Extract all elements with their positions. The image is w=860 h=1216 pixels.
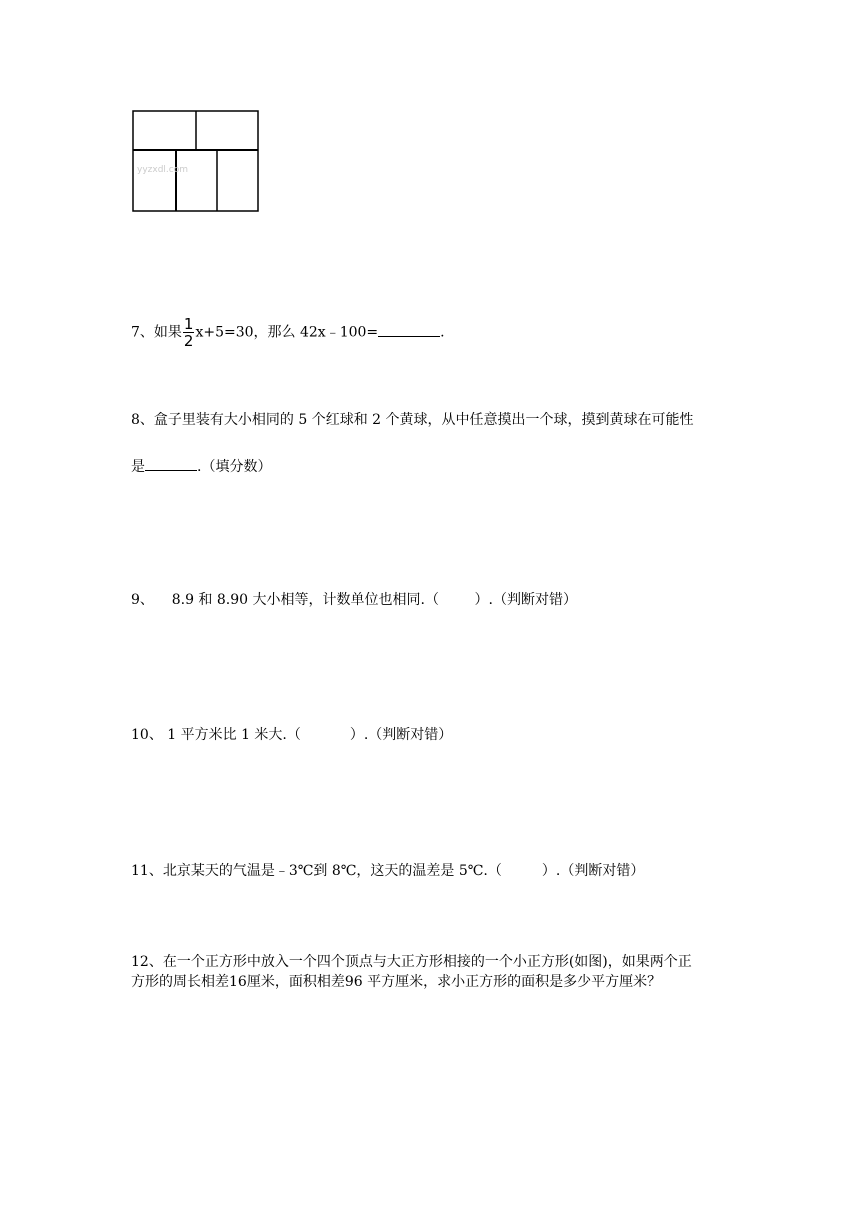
question-8-line-1: 8、盒子里装有大小相同的 5 个红球和 2 个黄球，从中任意摸出一个球，摸到黄球在可能性 [131, 412, 694, 428]
question-12-line-2: 方形的周长相差16厘米，面积相差96 平方厘米，求小正方形的面积是多少平方厘米？ [131, 974, 662, 990]
fraction-one-half [183, 316, 195, 349]
q7-equation: x+5=30，那么 42x﹣100= [195, 324, 379, 341]
q7-prefix: 7、如果 [131, 324, 182, 341]
question-8-line-2 [131, 456, 271, 477]
q8-line2-prefix: 是 [131, 459, 145, 475]
question-7 [131, 316, 445, 349]
question-11: 11、北京某天的气温是﹣3℃到 8℃，这天的温差是 5℃.（ ）.（判断对错） [131, 863, 645, 879]
fraction-numerator: 1 [183, 315, 194, 333]
q7-answer-blank[interactable] [378, 322, 440, 337]
fraction-denominator: 2 [183, 332, 194, 350]
watermark-text: yyzxdl.com [137, 165, 188, 175]
q8-line2-suffix: .（填分数） [197, 459, 272, 475]
q8-answer-blank[interactable] [145, 456, 197, 471]
partition-diagram [132, 110, 262, 214]
question-12-line-1: 12、在一个正方形中放入一个四个顶点与大正方形相接的一个小正方形(如图)，如果两个正 [131, 954, 692, 970]
question-10: 10、 1 平方米比 1 米大.（ ）.（判断对错） [131, 727, 453, 743]
rectangle-partition-figure [132, 110, 262, 214]
q7-suffix: . [440, 324, 445, 341]
question-9: 9、 8.9 和 8.90 大小相等，计数单位也相同.（ ）.（判断对错） [131, 592, 577, 608]
